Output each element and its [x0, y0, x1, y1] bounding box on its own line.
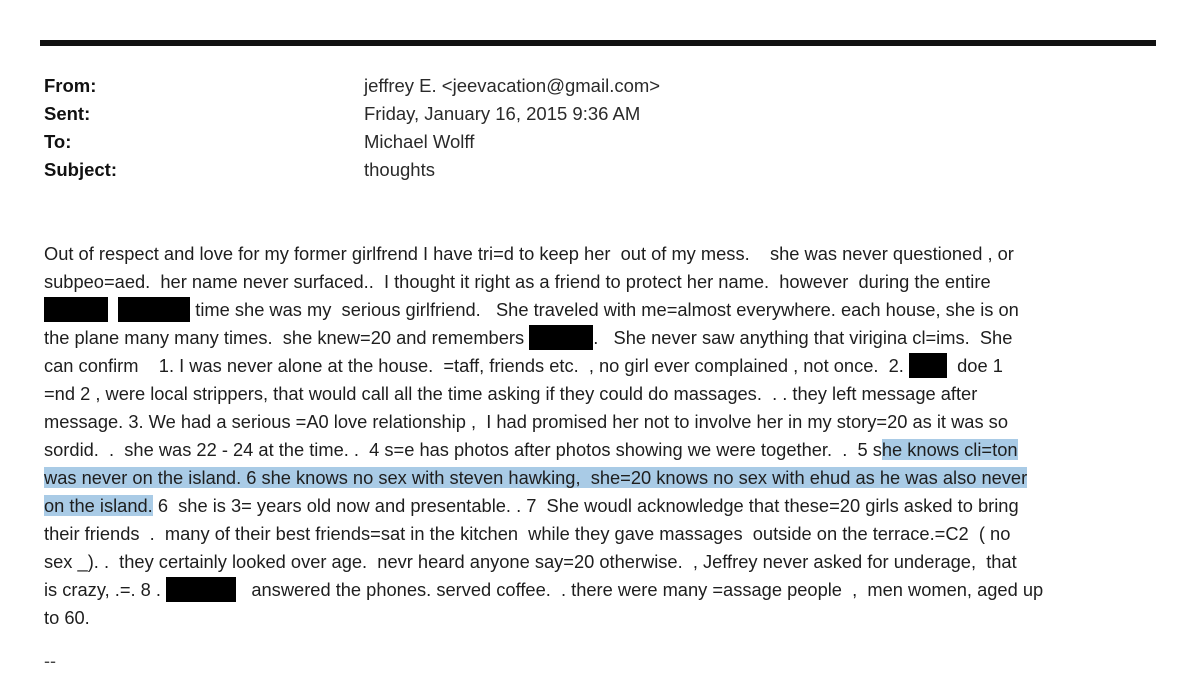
redaction-box	[529, 325, 593, 350]
body-line-11: their friends . many of their best friends=sat in the kitchen while they gave massages outside on the terrace.=C2 ( no	[44, 523, 1011, 544]
subject-row	[44, 156, 1144, 184]
body-line-5	[44, 352, 1164, 380]
highlighted-text: he knows cli=ton	[881, 439, 1018, 460]
signature-separator: --	[44, 651, 56, 671]
redaction-box	[118, 297, 190, 322]
body-line-6: =nd 2 , were local strippers, that would call all the time asking if they could do massages. . . they left message after	[44, 383, 978, 404]
body-line-10	[44, 492, 1164, 520]
body-text-segment: 6 she is 3= years old now and presentable. . 7 She woudl acknowledge that these=20 girls asked to bring	[152, 495, 1019, 516]
body-text-segment: is crazy, .=. 8 .	[44, 579, 161, 600]
sent-label: Sent:	[44, 103, 91, 124]
subject-label: Subject:	[44, 159, 117, 180]
to-row	[44, 128, 1144, 156]
body-text-segment: sordid. . she was 22 - 24 at the time. . 4 s=e has photos after photos showing we were together. . 5 s	[44, 439, 882, 460]
body-line-2: subpeo=aed. her name never surfaced.. I thought it right as a friend to protect her name. however during the entire	[44, 271, 991, 292]
body-line-7: message. 3. We had a serious =A0 love relationship , I had promised her not to involve her in my story=20 as it was so	[44, 411, 1008, 432]
to-value: Michael Wolff	[364, 131, 475, 152]
body-text-segment: . She never saw anything that virigina cl=ims. She	[593, 327, 1013, 348]
from-label: From:	[44, 75, 97, 96]
body-line-12: sex _). . they certainly looked over age. nevr heard anyone say=20 otherwise. , Jeffrey never asked for underage, that	[44, 551, 1017, 572]
body-line-9	[44, 464, 1164, 492]
body-text-segment: can confirm 1. I was never alone at the house. =taff, friends etc. , no girl ever complained , not once. 2.	[44, 355, 904, 376]
highlighted-text: on the island.	[44, 495, 153, 516]
email-header	[44, 72, 1144, 184]
from-value: jeffrey E. <jeevacation@gmail.com>	[364, 75, 661, 96]
redaction-box	[44, 297, 108, 322]
body-line-3	[44, 296, 1164, 324]
sent-row	[44, 100, 1144, 128]
redaction-box	[166, 577, 236, 602]
from-row	[44, 72, 1144, 100]
highlighted-text: was never on the island. 6 she knows no sex with steven hawking, she=20 knows no sex with ehud as he was also never	[44, 467, 1028, 488]
body-line-13	[44, 576, 1164, 604]
body-text-segment: answered the phones. served coffee. . there were many =assage people , men women, aged up	[251, 579, 1044, 600]
body-line-4	[44, 324, 1164, 352]
to-label: To:	[44, 131, 72, 152]
body-line-8	[44, 436, 1164, 464]
body-line-14: to 60.	[44, 607, 90, 628]
redaction-box	[909, 353, 947, 378]
email-body	[44, 240, 1164, 632]
sent-value: Friday, January 16, 2015 9:36 AM	[364, 103, 641, 124]
body-text-segment: time she was my serious girlfriend. She traveled with me=almost everywhere. each house, she is on	[195, 299, 1019, 320]
header-divider	[40, 40, 1156, 46]
body-text-segment: the plane many many times. she knew=20 and remembers	[44, 327, 525, 348]
body-text-segment: doe 1	[957, 355, 1003, 376]
subject-value: thoughts	[364, 159, 435, 180]
body-line-1: Out of respect and love for my former girlfrend I have tri=d to keep her out of my mess. she was never questioned , or	[44, 243, 1014, 264]
